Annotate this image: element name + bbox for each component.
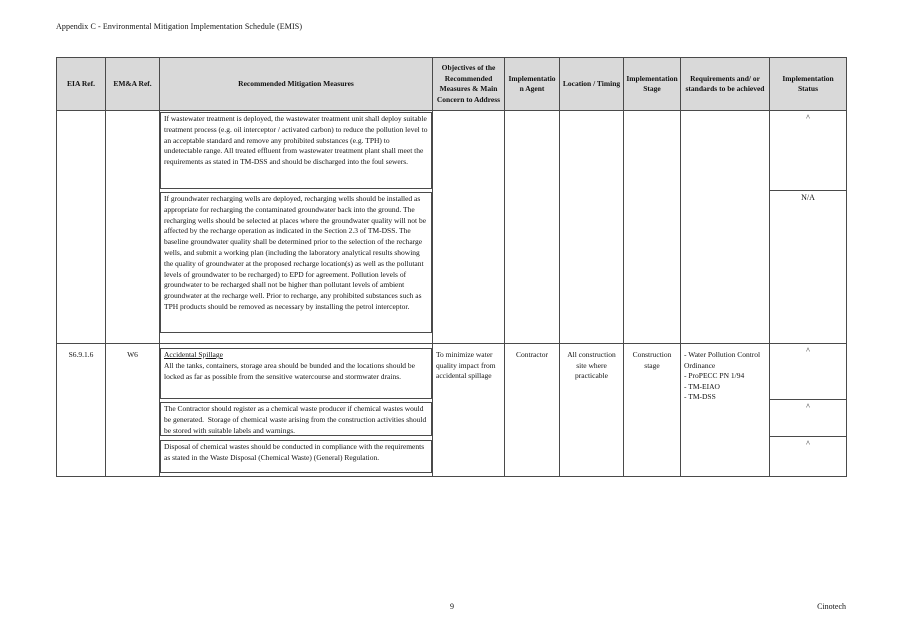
stage-text: Construction stage [632, 350, 672, 370]
measure-text: Disposal of chemical wastes should be conducted in compliance with the requirements as stated in the Waste Disposal (Chemical Waste) (General) Regulation. [164, 442, 427, 462]
header-mitigation-measures: Recommended Mitigation Measures [160, 58, 433, 111]
mitigation-measures-cell [160, 344, 433, 477]
eia-ref-cell [57, 111, 106, 344]
requirement-item: - TM-EIAO [684, 381, 720, 391]
requirement-item: - TM-DSS [684, 392, 716, 401]
requirement-item: - ProPECC PN 1/94 [684, 371, 745, 380]
eia-ref-value: S6.9.1.6 [68, 350, 94, 359]
eia-ref-cell [57, 344, 106, 477]
ema-ref-value: W6 [127, 350, 138, 359]
header-implementation-stage: Implementation Stage [624, 58, 681, 111]
measure-paragraph-box [160, 440, 432, 473]
location-cell [560, 344, 624, 477]
mitigation-measures-cell [160, 111, 433, 344]
stage-cell [624, 344, 681, 477]
requirements-cell [681, 111, 770, 344]
ema-ref-cell [106, 344, 160, 477]
ema-ref-cell [106, 111, 160, 344]
location-text: All construction site where practicable [567, 350, 616, 380]
status-value: ^ [770, 400, 846, 437]
table-row-continuation [57, 111, 847, 344]
page-number: 9 [450, 602, 454, 611]
footer-company-name: Cinotech [817, 602, 846, 611]
status-value: ^ [806, 439, 810, 448]
header-location-timing: Location / Timing [560, 58, 624, 111]
requirements-list [681, 344, 769, 403]
stage-cell [624, 111, 681, 344]
header-objectives: Objectives of the Recommended Measures & Main Concern to Address [433, 58, 505, 111]
header-implementation-agent: Implementation Agent [505, 58, 560, 111]
agent-cell [505, 111, 560, 344]
header-requirements: Requirements and/ or standards to be achieved [681, 58, 770, 111]
measure-paragraph-box [160, 348, 432, 399]
table-header-row [57, 58, 847, 111]
measure-text: If groundwater recharging wells are deployed, recharging wells should be installed as appropriate for recharging the contaminated groundwater back into the ground. The recharging wells should be selected at places where the groundwater quality will not be affected by the recharge operation as indicated in the Section 2.3 of TM-DSS. The baseline groundwater quality shall be determined prior to the selection of the recharge wells, and submit a working plan (including the laboratory analytical results showing the quality of groundwater at the proposed recharge location(s) as well as the pollutant levels of groundwater to be recharged) to EPD for agreement. Pollution levels of groundwater to be recharged shall not be higher than pollutant levels of ambient groundwater at the recharge well. Prior to recharge, any prohibited substances such as TPH products should be removed as necessary by installing the petrol interceptor. [164, 194, 428, 311]
requirement-item: - Water Pollution Control Ordinance [684, 350, 761, 370]
appendix-title: Appendix C - Environmental Mitigation Implementation Schedule (EMIS) [56, 22, 303, 31]
measure-paragraph-box [160, 112, 432, 189]
measure-heading: Accidental Spillage [164, 350, 223, 359]
objectives-cell [433, 344, 505, 477]
objectives-text: To minimize water quality impact from accidental spillage [436, 350, 496, 380]
status-value: ^ [770, 111, 846, 191]
measure-paragraph-box [160, 402, 432, 436]
objectives-cell [433, 111, 505, 344]
status-cell [770, 111, 847, 344]
header-ema-ref: EM&A Ref. [106, 58, 160, 111]
measure-paragraph-box [160, 192, 432, 333]
emis-table [56, 57, 847, 477]
header-implementation-status: Implementation Status [770, 58, 847, 111]
status-value: N/A [801, 193, 815, 202]
measure-text: The Contractor should register as a chemical waste producer if chemical wastes would be generated. Storage of chemical waste arising from the construction activities should be stored with suitable labels and warnings. [164, 404, 429, 435]
agent-text: Contractor [515, 350, 549, 359]
status-cell [770, 344, 847, 477]
table-row-s6916 [57, 344, 847, 477]
header-eia-ref: EIA Ref. [57, 58, 106, 111]
location-cell [560, 111, 624, 344]
status-value: ^ [770, 344, 846, 400]
requirements-cell [681, 344, 770, 477]
measure-text: All the tanks, containers, storage area should be bunded and the locations should be locked as far as possible from the sensitive watercourse and stormwater drains. [164, 360, 417, 381]
measure-text: If wastewater treatment is deployed, the wastewater treatment unit shall deploy suitable treatment process (e.g. oil interceptor / activated carbon) to reduce the pollution level to an acceptable standard and remove any prohibited substances (e.g. TPH) to undetectable range. All treated effluent from wastewater treatment plant shall meet the requirements as stated in TM-DSS and should be discharged into the foul sewers. [164, 114, 430, 167]
agent-cell [505, 344, 560, 477]
